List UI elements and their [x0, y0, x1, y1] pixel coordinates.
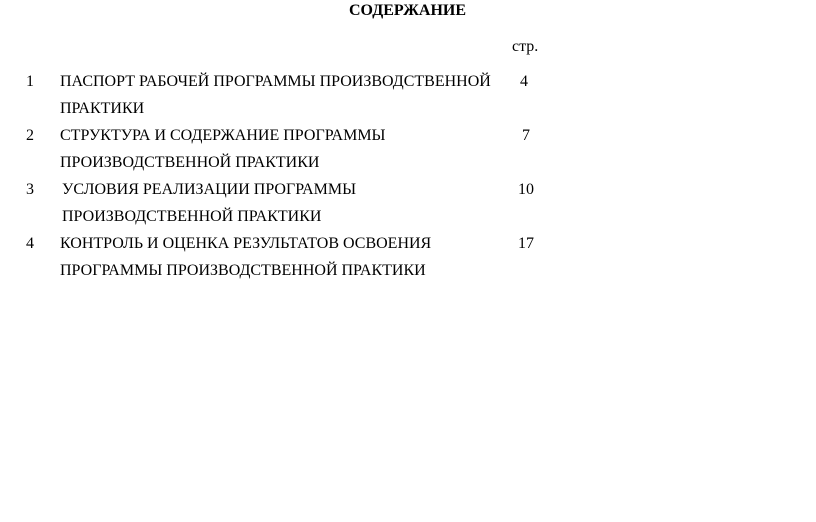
toc-item-text: КОНТРОЛЬ И ОЦЕНКА РЕЗУЛЬТАТОВ ОСВОЕНИЯ ПРОГРАММЫ ПРОИЗВОДСТВЕННОЙ ПРАКТИКИ — [60, 235, 432, 279]
toc-item-page: 17 — [518, 235, 534, 252]
toc-item-number: 1 — [26, 73, 34, 90]
toc-item-number: 4 — [26, 235, 34, 252]
toc-item-number: 2 — [26, 127, 34, 144]
toc-item-text: ПАСПОРТ РАБОЧЕЙ ПРОГРАММЫ ПРОИЗВОДСТВЕННОЙ ПРАКТИКИ — [60, 73, 491, 117]
toc-item-page: 4 — [520, 73, 528, 90]
toc-item-number: 3 — [26, 181, 34, 198]
toc-item-text: УСЛОВИЯ РЕАЛИЗАЦИИ ПРОГРАММЫ ПРОИЗВОДСТВЕННОЙ ПРАКТИКИ — [62, 181, 357, 225]
page-title: СОДЕРЖАНИЕ — [349, 2, 467, 19]
toc-item-page: 10 — [518, 181, 534, 198]
toc-item-text: СТРУКТУРА И СОДЕРЖАНИЕ ПРОГРАММЫ ПРОИЗВОДСТВЕННОЙ ПРАКТИКИ — [60, 127, 386, 171]
toc-item-page: 7 — [522, 127, 530, 144]
page-column-header: стр. — [512, 38, 539, 55]
